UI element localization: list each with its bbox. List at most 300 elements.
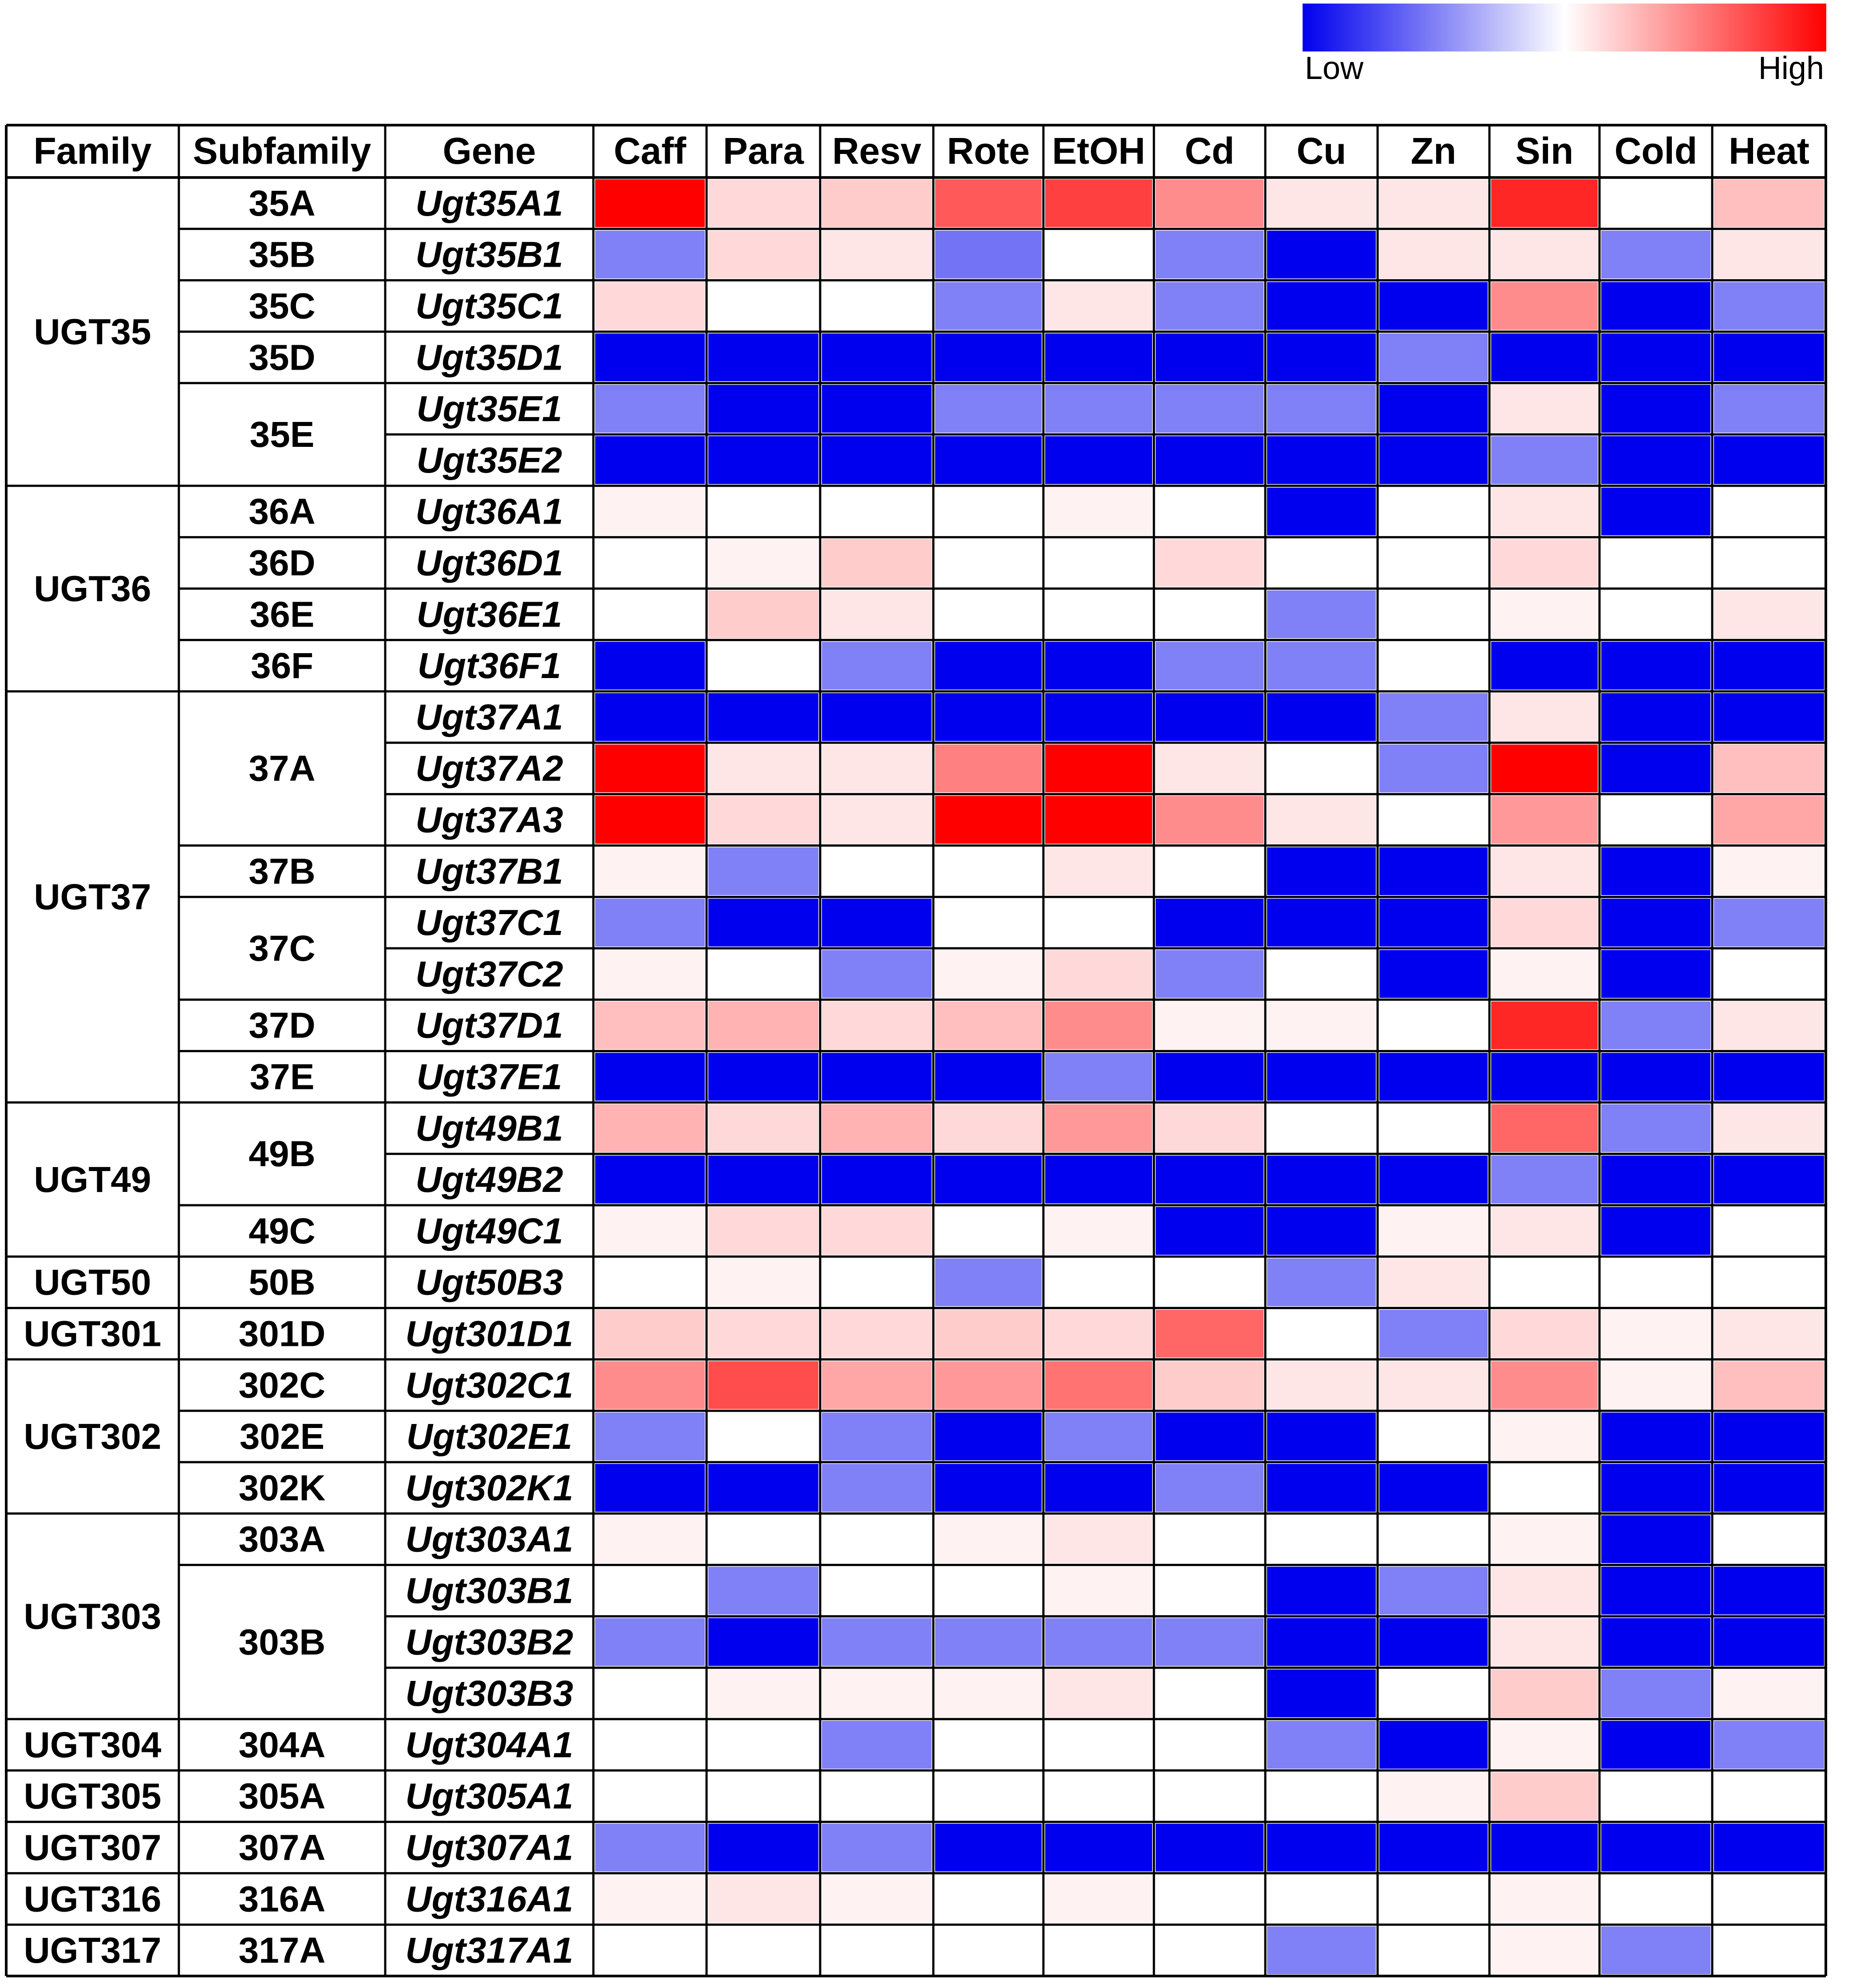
subfamily-label: 50B — [249, 1262, 316, 1303]
heatmap-cell — [1045, 1669, 1152, 1717]
heatmap-cell — [1601, 1618, 1710, 1666]
subfamily-label: 317A — [238, 1930, 326, 1971]
heatmap-cell — [1714, 385, 1824, 433]
subfamily-label: 35A — [249, 183, 316, 224]
heatmap-cell — [1714, 950, 1824, 998]
heatmap-cell — [1714, 333, 1824, 381]
heatmap-cell — [1156, 231, 1264, 279]
heatmap-cell — [1601, 1464, 1710, 1512]
heatmap-cell — [1714, 796, 1824, 844]
heatmap-cell — [935, 796, 1042, 844]
heatmap-cell — [1491, 745, 1598, 793]
heatmap-cell — [1601, 539, 1710, 587]
heatmap-cell — [1714, 1772, 1824, 1820]
heatmap-cell — [1045, 1567, 1152, 1615]
heatmap-cell — [1491, 1258, 1598, 1306]
gene-label: Ugt35A1 — [415, 183, 563, 224]
heatmap-cell — [1379, 1875, 1488, 1923]
heatmap-cell — [1156, 1207, 1264, 1255]
heatmap-cell — [1491, 1772, 1598, 1820]
heatmap-cell — [822, 1515, 932, 1563]
heatmap-cell — [1491, 1464, 1598, 1512]
heatmap-cell — [708, 282, 818, 330]
heatmap-cell — [822, 847, 932, 895]
heatmap-cell — [708, 231, 818, 279]
heatmap-cell — [1379, 539, 1488, 587]
heatmap-cell — [1156, 1567, 1264, 1615]
heatmap-cell — [935, 1875, 1042, 1923]
heatmap-cell — [1045, 231, 1152, 279]
heatmap-cell — [822, 1258, 932, 1306]
heatmap-cell — [1156, 1515, 1264, 1563]
heatmap-cell — [1156, 1104, 1264, 1152]
heatmap-cell — [822, 436, 932, 484]
subfamily-label: 37C — [249, 928, 316, 969]
heatmap-cell — [1156, 693, 1264, 741]
heatmap-cell — [1714, 1926, 1824, 1974]
heatmap-cell — [595, 539, 705, 587]
heatmap-cell — [935, 642, 1042, 690]
heatmap-cell — [708, 179, 818, 227]
heatmap-cell — [1601, 1002, 1710, 1049]
heatmap-cell — [1045, 796, 1152, 844]
heatmap-cell — [595, 1156, 705, 1203]
heatmap-cell — [935, 1567, 1042, 1615]
heatmap-cell — [1379, 693, 1488, 741]
heatmap-cell — [1045, 1156, 1152, 1203]
heatmap-cell — [1379, 1156, 1488, 1203]
heatmap-cell — [1379, 1464, 1488, 1512]
heatmap-cell — [822, 1926, 932, 1974]
heatmap-cell — [1601, 1721, 1710, 1769]
heatmap-cell — [1601, 1156, 1710, 1203]
gene-label: Ugt307A1 — [405, 1827, 573, 1868]
heatmap-cell — [1267, 1258, 1376, 1306]
subfamily-label: 305A — [238, 1776, 326, 1817]
heatmap-cell — [595, 1567, 705, 1615]
heatmap-cell — [1267, 1926, 1376, 1974]
family-label: UGT35 — [34, 312, 151, 352]
family-label: UGT316 — [24, 1879, 162, 1920]
heatmap-cell — [935, 1464, 1042, 1512]
heatmap-cell — [1601, 1207, 1710, 1255]
gene-label: Ugt37E1 — [416, 1057, 562, 1097]
heatmap-cell — [1156, 488, 1264, 536]
gene-label: Ugt316A1 — [405, 1879, 573, 1920]
heatmap-cell — [1267, 1464, 1376, 1512]
heatmap-cell — [1714, 1412, 1824, 1460]
heatmap-cell — [595, 590, 705, 638]
gene-label: Ugt302C1 — [405, 1365, 573, 1406]
heatmap-cell — [595, 1464, 705, 1512]
heatmap-cell — [1491, 1361, 1598, 1409]
heatmap-cell — [595, 1053, 705, 1101]
heatmap-cell — [822, 899, 932, 947]
heatmap-cell — [1601, 796, 1710, 844]
heatmap-cell — [1156, 1412, 1264, 1460]
heatmap-cell — [1379, 1310, 1488, 1358]
heatmap-cell — [1267, 950, 1376, 998]
gene-label: Ugt37A1 — [415, 697, 563, 738]
heatmap-cell — [708, 1464, 818, 1512]
heatmap-cell — [1601, 1567, 1710, 1615]
gene-label: Ugt303B1 — [405, 1570, 573, 1611]
heatmap-cell — [595, 1926, 705, 1974]
subfamily-label: 302K — [238, 1467, 326, 1508]
heatmap-cell — [1714, 590, 1824, 638]
heatmap-cell — [708, 1669, 818, 1717]
heatmap-cell — [595, 950, 705, 998]
heatmap-cell — [1379, 1104, 1488, 1152]
heatmap-cell — [822, 693, 932, 741]
heatmap-cell — [595, 282, 705, 330]
heatmap-cell — [822, 1464, 932, 1512]
heatmap-cell — [1267, 179, 1376, 227]
heatmap-cell — [1379, 745, 1488, 793]
heatmap-cell — [1267, 1412, 1376, 1460]
heatmap-cell — [595, 231, 705, 279]
heatmap-cell — [1379, 1361, 1488, 1409]
heatmap-cell — [1267, 1669, 1376, 1717]
heatmap-cell — [1045, 693, 1152, 741]
gene-label: Ugt37A3 — [415, 800, 563, 840]
heatmap-cell — [1379, 436, 1488, 484]
gene-label: Ugt35C1 — [415, 286, 563, 327]
heatmap-cell — [708, 333, 818, 381]
heatmap-cell — [1156, 385, 1264, 433]
heatmap-cell — [1267, 1875, 1376, 1923]
heatmap-cell — [595, 1875, 705, 1923]
heatmap-cell — [1491, 1926, 1598, 1974]
heatmap-cell — [822, 1053, 932, 1101]
heatmap-cell — [1045, 333, 1152, 381]
heatmap-cell — [1714, 231, 1824, 279]
heatmap-cell — [935, 1926, 1042, 1974]
heatmap-cell — [595, 1618, 705, 1666]
heatmap-cell — [708, 1412, 818, 1460]
heatmap-cell — [1045, 1258, 1152, 1306]
heatmap-cell — [1491, 231, 1598, 279]
family-label: UGT307 — [24, 1827, 162, 1868]
subfamily-label: 301D — [238, 1314, 326, 1354]
heatmap-cell — [708, 1310, 818, 1358]
heatmap-cell — [822, 1207, 932, 1255]
family-label: UGT305 — [24, 1776, 162, 1817]
heatmap-cell — [822, 1104, 932, 1152]
heatmap-cell — [595, 1824, 705, 1872]
heatmap-cell — [1156, 282, 1264, 330]
family-label: UGT36 — [34, 568, 151, 609]
heatmap-cell — [1601, 333, 1710, 381]
heatmap-cell — [1601, 385, 1710, 433]
subfamily-label: 37D — [249, 1005, 316, 1046]
heatmap-cell — [1601, 899, 1710, 947]
family-label: UGT50 — [34, 1262, 151, 1303]
heatmap-cell — [708, 899, 818, 947]
heatmap-cell — [1267, 745, 1376, 793]
heatmap-cell — [1379, 488, 1488, 536]
heatmap-cell — [708, 642, 818, 690]
gene-label: Ugt301D1 — [405, 1314, 573, 1354]
heatmap-cell — [1601, 1412, 1710, 1460]
column-header-condition: Para — [723, 130, 804, 172]
heatmap-cell — [595, 1310, 705, 1358]
heatmap-cell — [595, 1207, 705, 1255]
gene-label: Ugt302K1 — [405, 1467, 573, 1508]
heatmap-cell — [1601, 1104, 1710, 1152]
heatmap-cell — [1601, 436, 1710, 484]
heatmap-cell — [1601, 642, 1710, 690]
heatmap-cell — [1379, 1669, 1488, 1717]
heatmap-cell — [1267, 847, 1376, 895]
subfamily-label: 36E — [249, 594, 315, 635]
heatmap-cell — [1714, 1104, 1824, 1152]
heatmap-cell — [1045, 539, 1152, 587]
heatmap-cell — [1267, 1053, 1376, 1101]
heatmap-cell — [1379, 642, 1488, 690]
heatmap-cell — [1045, 642, 1152, 690]
heatmap-cell — [935, 385, 1042, 433]
gene-label: Ugt37C2 — [415, 954, 563, 994]
heatmap-cell — [1045, 1464, 1152, 1512]
subfamily-label: 307A — [238, 1827, 326, 1868]
heatmap-cell — [1601, 1515, 1710, 1563]
heatmap-cell — [708, 1361, 818, 1409]
heatmap-cell — [1714, 899, 1824, 947]
heatmap-cell — [1379, 899, 1488, 947]
heatmap-cell — [595, 436, 705, 484]
heatmap-cell — [822, 179, 932, 227]
family-label: UGT301 — [24, 1314, 162, 1354]
column-header-condition: Cd — [1185, 130, 1235, 172]
heatmap-cell — [1714, 1361, 1824, 1409]
subfamily-label: 316A — [238, 1879, 326, 1920]
heatmap-cell — [1491, 385, 1598, 433]
heatmap-cell — [1156, 745, 1264, 793]
heatmap-cell — [1601, 590, 1710, 638]
heatmap-cell — [1714, 1824, 1824, 1872]
heatmap-cell — [935, 539, 1042, 587]
heatmap-cell — [595, 1772, 705, 1820]
column-header-condition: Sin — [1515, 130, 1574, 172]
gene-label: Ugt49C1 — [415, 1211, 563, 1251]
heatmap-cell — [1714, 1310, 1824, 1358]
heatmap-cell — [1267, 436, 1376, 484]
heatmap-cell — [1714, 1207, 1824, 1255]
heatmap-cell — [822, 1669, 932, 1717]
heatmap-cell — [1156, 179, 1264, 227]
heatmap-cell — [1491, 1104, 1598, 1152]
family-label: UGT303 — [24, 1596, 162, 1637]
heatmap-cell — [822, 1310, 932, 1358]
heatmap-cell — [708, 1258, 818, 1306]
heatmap-cell — [1045, 385, 1152, 433]
heatmap-cell — [1267, 1772, 1376, 1820]
heatmap-cell — [1156, 1824, 1264, 1872]
subfamily-label: 304A — [238, 1724, 326, 1765]
heatmap-cell — [1714, 1515, 1824, 1563]
heatmap-cell — [1267, 1824, 1376, 1872]
heatmap-cell — [708, 1926, 818, 1974]
heatmap-cell — [822, 1567, 932, 1615]
heatmap-cell — [708, 1104, 818, 1152]
subfamily-label: 36A — [249, 491, 316, 532]
heatmap-cell — [595, 1669, 705, 1717]
color-scale-bar — [1303, 4, 1826, 51]
heatmap-cell — [935, 1310, 1042, 1358]
heatmap-cell — [595, 642, 705, 690]
heatmap-cell — [1156, 796, 1264, 844]
heatmap-cell — [595, 1361, 705, 1409]
heatmap-cell — [1491, 1156, 1598, 1203]
heatmap-cell — [708, 1156, 818, 1203]
column-header-condition: Rote — [947, 130, 1030, 172]
heatmap-cell — [1601, 179, 1710, 227]
heatmap-cell — [1156, 1875, 1264, 1923]
gene-label: Ugt36E1 — [416, 594, 562, 635]
heatmap-cells — [595, 179, 1824, 1974]
gene-label: Ugt303A1 — [405, 1519, 573, 1560]
heatmap-cell — [1156, 1721, 1264, 1769]
heatmap-cell — [1267, 796, 1376, 844]
heatmap-cell — [1156, 1361, 1264, 1409]
heatmap-cell — [708, 385, 818, 433]
column-header-condition: Resv — [832, 130, 921, 172]
gene-label: Ugt304A1 — [405, 1724, 573, 1765]
heatmap-cell — [1267, 385, 1376, 433]
heatmap-cell — [935, 950, 1042, 998]
heatmap-cell — [1045, 436, 1152, 484]
heatmap-cell — [1267, 539, 1376, 587]
heatmap-cell — [1601, 231, 1710, 279]
gene-label: Ugt49B1 — [415, 1108, 563, 1149]
family-label: UGT304 — [24, 1724, 162, 1765]
subfamily-label: 303A — [238, 1519, 326, 1560]
subfamily-label: 35E — [249, 414, 315, 455]
heatmap-cell — [1491, 1721, 1598, 1769]
heatmap-cell — [822, 231, 932, 279]
heatmap-cell — [1714, 1258, 1824, 1306]
heatmap-cell — [708, 745, 818, 793]
heatmap-cell — [1045, 1824, 1152, 1872]
heatmap-cell — [1156, 1464, 1264, 1512]
heatmap-cell — [1714, 436, 1824, 484]
subfamily-label: 37A — [249, 748, 316, 789]
heatmap-cell — [1379, 1515, 1488, 1563]
heatmap-cell — [1601, 1926, 1710, 1974]
heatmap-cell — [1045, 1310, 1152, 1358]
heatmap-cell — [822, 282, 932, 330]
heatmap-cell — [1379, 1772, 1488, 1820]
heatmap-cell — [1601, 950, 1710, 998]
heatmap-cell — [1379, 796, 1488, 844]
heatmap-cell — [1601, 693, 1710, 741]
heatmap-cell — [1714, 488, 1824, 536]
heatmap-cell — [935, 1824, 1042, 1872]
color-scale-legend — [1303, 4, 1826, 86]
heatmap-cell — [1267, 333, 1376, 381]
heatmap-cell — [595, 385, 705, 433]
column-header-family: Family — [33, 130, 152, 172]
heatmap-cell — [1045, 1002, 1152, 1049]
gene-label: Ugt36A1 — [415, 491, 563, 532]
column-header-condition: Cold — [1614, 130, 1698, 172]
heatmap-cell — [708, 693, 818, 741]
gene-label: Ugt35B1 — [415, 234, 563, 275]
heatmap-cell — [1379, 590, 1488, 638]
subfamily-label: 35C — [249, 286, 316, 327]
gene-label: Ugt303B2 — [405, 1622, 573, 1663]
heatmap-cell — [1379, 385, 1488, 433]
heatmap-cell — [1267, 899, 1376, 947]
gene-label: Ugt35E2 — [416, 440, 562, 481]
heatmap-cell — [595, 1002, 705, 1049]
heatmap-cell — [935, 1053, 1042, 1101]
heatmap-cell — [1491, 1515, 1598, 1563]
heatmap-cell — [1714, 179, 1824, 227]
legend-high-label: High — [1758, 51, 1824, 86]
gene-label: Ugt37D1 — [415, 1005, 563, 1046]
heatmap-cell — [1379, 333, 1488, 381]
heatmap-cell — [595, 333, 705, 381]
gene-label: Ugt305A1 — [405, 1776, 573, 1817]
heatmap-cell — [1714, 1156, 1824, 1203]
heatmap-cell — [1491, 333, 1598, 381]
heatmap-cell — [1156, 1156, 1264, 1203]
heatmap-cell — [1601, 745, 1710, 793]
heatmap-cell — [1601, 1772, 1710, 1820]
heatmap-cell — [822, 1772, 932, 1820]
heatmap-cell — [1714, 693, 1824, 741]
heatmap-cell — [1045, 1412, 1152, 1460]
heatmap-cell — [1491, 847, 1598, 895]
heatmap-cell — [1156, 333, 1264, 381]
heatmap-cell — [1045, 488, 1152, 536]
heatmap-cell — [708, 950, 818, 998]
gene-label: Ugt317A1 — [405, 1930, 573, 1971]
heatmap-cell — [935, 1258, 1042, 1306]
heatmap-cell — [935, 179, 1042, 227]
heatmap-cell — [1379, 1207, 1488, 1255]
heatmap-cell — [1714, 1567, 1824, 1615]
family-label: UGT37 — [34, 877, 151, 918]
gene-label: Ugt35E1 — [416, 389, 562, 430]
heatmap-cell — [935, 1002, 1042, 1049]
heatmap-cell — [1379, 1824, 1488, 1872]
heatmap-cell — [1491, 1875, 1598, 1923]
heatmap-cell — [822, 1412, 932, 1460]
heatmap-cell — [1156, 1002, 1264, 1049]
subfamily-label: 49B — [249, 1134, 316, 1175]
heatmap-cell — [1379, 1618, 1488, 1666]
subfamily-label: 36F — [250, 646, 314, 686]
heatmap-cell — [1491, 1567, 1598, 1615]
heatmap-cell — [1714, 1669, 1824, 1717]
gene-label: Ugt35D1 — [415, 337, 563, 378]
heatmap-cell — [595, 1104, 705, 1152]
heatmap-cell — [822, 796, 932, 844]
gene-label: Ugt36D1 — [415, 543, 563, 584]
heatmap-cell — [1045, 1515, 1152, 1563]
heatmap-cell — [935, 231, 1042, 279]
heatmap-cell — [1156, 1926, 1264, 1974]
heatmap-cell — [822, 488, 932, 536]
heatmap-cell — [1156, 847, 1264, 895]
heatmap-cell — [1379, 1002, 1488, 1049]
heatmap-cell — [1601, 488, 1710, 536]
heatmap-cell — [595, 1515, 705, 1563]
heatmap-cell — [1045, 1104, 1152, 1152]
